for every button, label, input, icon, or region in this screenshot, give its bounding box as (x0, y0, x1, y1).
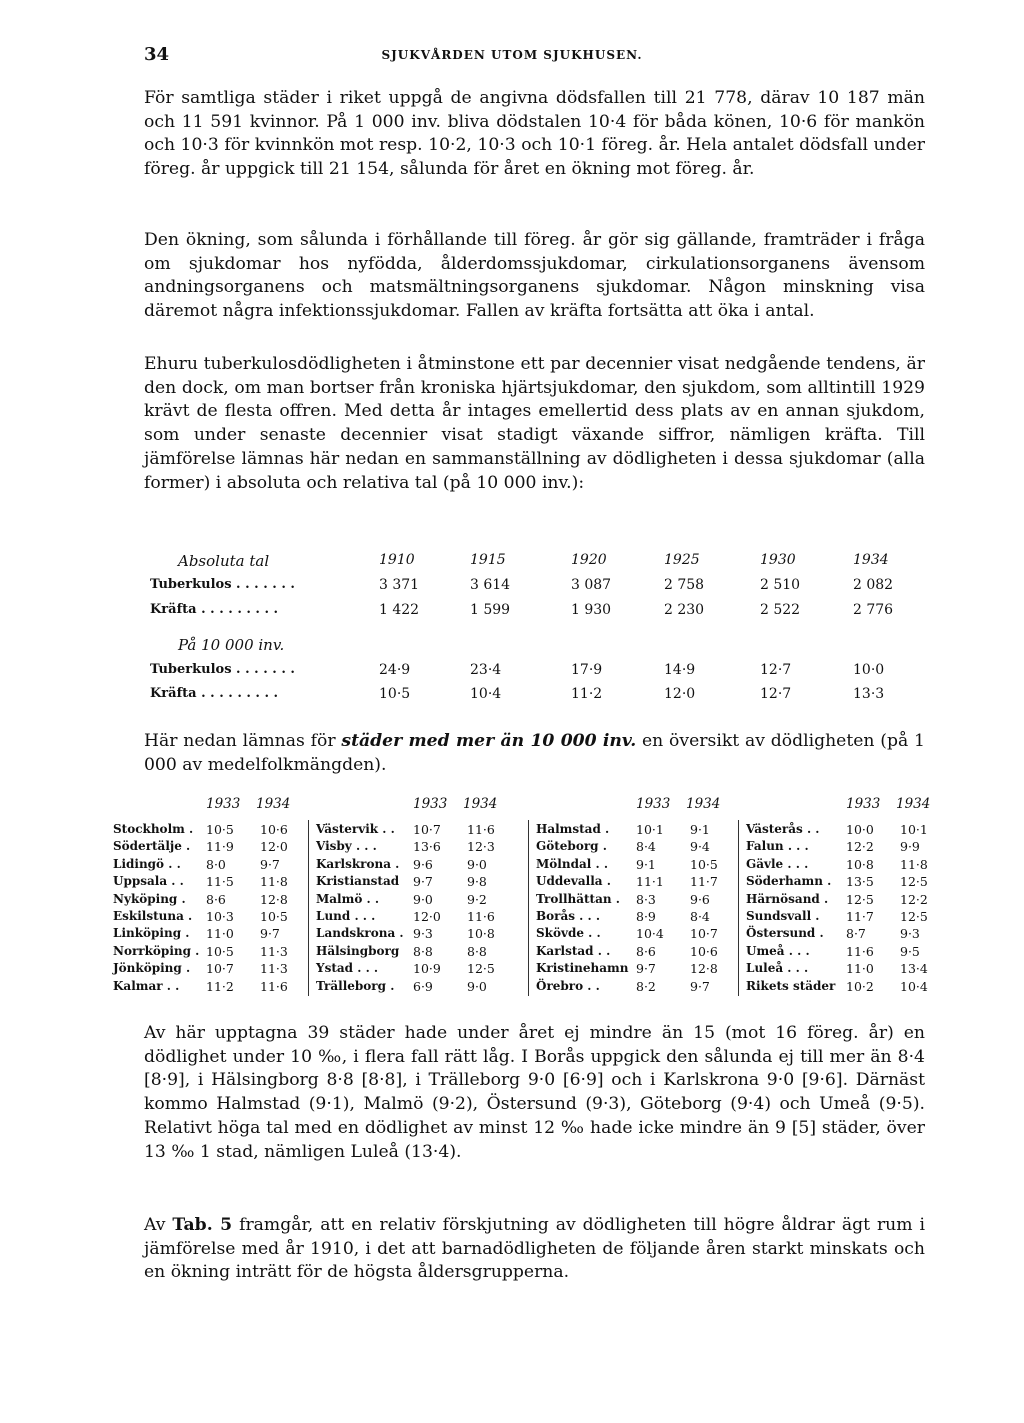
value-1934: 8·4 (690, 909, 710, 924)
value-1934: 12·2 (900, 891, 928, 907)
year-header: 1920 (571, 552, 607, 568)
city-name: Uppsala . . (113, 874, 184, 889)
table-cell: 2 082 (853, 577, 894, 593)
city-name: Skövde . . (536, 926, 601, 941)
value-1933: 8·0 (206, 856, 226, 872)
value-1934: 12·5 (467, 961, 495, 977)
value-1933: 9·6 (413, 856, 433, 872)
city-name: Falun . . . (746, 839, 809, 854)
value-1934: 9·0 (467, 856, 487, 872)
city-name: Stockholm . (113, 822, 194, 836)
table-cell: 2 758 (664, 577, 705, 593)
value-1933: 8·6 (636, 943, 656, 959)
value-1933: 13·6 (413, 839, 441, 855)
city-name: Halmstad . (536, 822, 610, 836)
value-1933: 10·8 (846, 856, 874, 872)
city-name: Hälsingborg (316, 943, 400, 958)
city-name: Karlskrona . (316, 856, 400, 871)
year-header: 1934 (686, 796, 721, 812)
paragraph-2: Den ökning, som sålunda i förhållande till föreg. år gör sig gällande, framträder i fråga om sjukdomar hos nyfödda, ålderdomssjukdomar, cirkulationsorganens ävensom andningsorganens och matsmältningsorganens sjukdomar. Någon minskning visa däremot några infektionssjukdomar. Fallen av kräfta fortsätta att öka i antal. (144, 230, 925, 322)
value-1933: 8·9 (636, 909, 656, 924)
table-cell: 10·0 (853, 662, 885, 678)
year-header: 1933 (846, 796, 881, 812)
table-row (150, 577, 910, 597)
city-name: Kristianstad (316, 874, 400, 889)
table-cell: 14·9 (664, 662, 696, 678)
table-cell: 1 422 (379, 602, 420, 618)
year-header: 1933 (413, 796, 448, 812)
value-1934: 9·4 (690, 839, 710, 855)
row-label: Tuberkulos . . . . . . . (150, 577, 295, 592)
value-1933: 11·2 (206, 978, 234, 994)
value-1934: 9·9 (900, 839, 920, 855)
value-1933: 10·4 (636, 926, 664, 942)
value-1934: 11·7 (690, 874, 718, 890)
value-1933: 8·3 (636, 891, 656, 907)
year-header: 1934 (463, 796, 498, 812)
value-1933: 10·5 (206, 822, 234, 837)
table-row (150, 662, 910, 682)
comparison-table (150, 552, 910, 702)
year-header: 1925 (664, 552, 700, 568)
value-1933: 6·9 (413, 978, 433, 994)
paragraph-6 (144, 1214, 925, 1285)
value-1933: 11·0 (846, 961, 874, 977)
city-name: Linköping . (113, 926, 190, 941)
value-1933: 11·6 (846, 943, 874, 959)
value-1933: 8·6 (206, 891, 226, 907)
value-1934: 12·0 (260, 839, 288, 855)
city-name: Rikets städer (746, 978, 836, 993)
p4-post: en översikt av dödligheten (på 1 000 av medelfolkmängden). (144, 731, 925, 775)
city-name: Eskilstuna . (113, 909, 193, 923)
value-1933: 11·5 (206, 874, 234, 890)
value-1933: 8·2 (636, 978, 656, 994)
value-1934: 12·5 (900, 909, 928, 924)
value-1934: 9·7 (260, 856, 280, 872)
value-1934: 9·5 (900, 943, 920, 959)
city-name: Norrköping . (113, 943, 200, 958)
value-1934: 11·6 (260, 978, 288, 994)
p6-table-ref: Tab. 5 (172, 1215, 233, 1235)
value-1934: 12·8 (260, 891, 288, 907)
value-1934: 8·8 (467, 943, 487, 959)
table-cell: 2 776 (853, 602, 894, 618)
table-cell: 2 522 (760, 602, 801, 618)
value-1933: 12·0 (413, 909, 441, 924)
year-header: 1930 (760, 552, 796, 568)
paragraph-5: Av här upptagna 39 städer hade under året ej mindre än 15 (mot 16 föreg. år) en dödlighet under 10 ‰, i flera fall rätt låg. I Borås uppgick den sålunda ej till mer än 8·4 [8·9], i Hälsingborg 8·8 [8·8], i Trälleborg 9·0 [6·9] och i Karlskrona 9·0 [9·6]. Därnäst kommo Halmstad (9·1), Malmö (9·2), Östersund (9·3), Göteborg (9·4) och Umeå (9·5). Relativt höga tal med en dödlighet av minst 12 ‰ hade icke mindre än 9 [5] städer, över 13 ‰ 1 stad, nämligen Luleå (13·4). (144, 1023, 925, 1162)
p4-pre: Här nedan lämnas för (144, 731, 342, 751)
city-name: Lidingö . . (113, 856, 181, 871)
paragraph-1: För samtliga städer i riket uppgå de angivna dödsfallen till 21 778, därav 10 187 män och 11 591 kvinnor. På 1 000 inv. bliva dödstalen 10·4 för båda könen, 10·6 för mankön och 10·3 för kvinnkön mot resp. 10·2, 10·3 och 10·1 föreg. år. Hela antalet dödsfall under föreg. år uppgick till 21 154, sålunda för året en ökning mot föreg. år. (144, 88, 925, 180)
value-1934: 10·4 (900, 978, 928, 994)
value-1934: 9·3 (900, 926, 920, 942)
heading-absolute: Absoluta tal (178, 552, 270, 570)
value-1934: 11·8 (260, 874, 288, 890)
city-name: Umeå . . . (746, 943, 810, 958)
value-1933: 10·1 (636, 822, 664, 837)
city-name: Härnösand . (746, 891, 829, 906)
value-1934: 11·8 (900, 856, 928, 872)
year-header: 1933 (206, 796, 241, 812)
table-row (150, 602, 910, 622)
paragraph-4 (144, 730, 925, 777)
value-1934: 10·7 (690, 926, 718, 942)
table-cell: 13·3 (853, 686, 885, 702)
value-1933: 11·0 (206, 926, 234, 942)
table-cell: 12·7 (760, 662, 792, 678)
table-cell: 23·4 (470, 662, 502, 678)
city-name: Borås . . . (536, 909, 601, 923)
value-1933: 10·3 (206, 909, 234, 924)
table-cell: 3 371 (379, 577, 420, 593)
city-name: Sundsvall . (746, 909, 820, 923)
value-1933: 10·9 (413, 961, 441, 977)
value-1933: 9·1 (636, 856, 656, 872)
value-1933: 12·2 (846, 839, 874, 855)
value-1933: 10·7 (206, 961, 234, 977)
value-1934: 10·5 (260, 909, 288, 924)
value-1933: 8·4 (636, 839, 656, 855)
city-name: Nyköping . (113, 891, 186, 906)
column-divider (308, 820, 309, 996)
table-cell: 10·4 (470, 686, 502, 702)
value-1934: 12·5 (900, 874, 928, 890)
city-name: Lund . . . (316, 909, 376, 923)
value-1934: 9·1 (690, 822, 710, 837)
value-1934: 10·8 (467, 926, 495, 942)
value-1933: 10·2 (846, 978, 874, 994)
table-subheader-row (150, 636, 910, 656)
city-name: Söderhamn . (746, 874, 832, 889)
table-row (150, 686, 910, 706)
value-1933: 9·7 (413, 874, 433, 890)
city-name: Trälleborg . (316, 978, 395, 993)
table-cell: 2 230 (664, 602, 705, 618)
city-name: Trollhättan . (536, 891, 620, 906)
city-name: Kristinehamn (536, 961, 629, 976)
value-1934: 10·5 (690, 856, 718, 872)
year-header: 1934 (256, 796, 291, 812)
value-1934: 9·2 (467, 891, 487, 907)
paragraph-3: Ehuru tuberkulosdödligheten i åtminstone ett par decennier visat nedgående tendens, är den dock, om man bortser från kroniska hjärtsjukdomar, den sjukdom, som alltintill 1929 krävt de flesta offren. Med detta år intages emellertid dess plats av en annan sjukdom, som under senaste decennier visat stadigt växande siffror, nämligen kräfta. Till jämförelse lämnas här nedan en sammanställning av dödligheten i dessa sjukdomar (alla former) i absoluta och relativa tal (på 10 000 inv.): (144, 354, 925, 493)
running-title: SJUKVÅRDEN UTOM SJUKHUSEN. (381, 48, 643, 62)
value-1934: 10·1 (900, 822, 928, 837)
table-cell: 24·9 (379, 662, 411, 678)
city-name: Kalmar . . (113, 978, 180, 993)
year-header: 1915 (470, 552, 506, 568)
value-1933: 11·1 (636, 874, 664, 890)
city-name: Ystad . . . (316, 961, 379, 976)
value-1933: 10·0 (846, 822, 874, 837)
city-name: Luleå . . . (746, 961, 809, 976)
value-1933: 9·7 (636, 961, 656, 977)
value-1934: 11·3 (260, 943, 288, 959)
table-cell: 12·7 (760, 686, 792, 702)
table-cell: 1 930 (571, 602, 612, 618)
city-name: Södertälje . (113, 839, 191, 854)
value-1933: 9·3 (413, 926, 433, 942)
city-name: Örebro . . (536, 978, 600, 993)
value-1934: 9·7 (260, 926, 280, 942)
table-cell: 17·9 (571, 662, 603, 678)
city-name: Östersund . (746, 926, 824, 941)
table-cell: 3 614 (470, 577, 511, 593)
value-1934: 12·3 (467, 839, 495, 855)
city-name: Västerås . . (746, 822, 820, 836)
column-divider (738, 820, 739, 996)
value-1934: 9·7 (690, 978, 710, 994)
value-1934: 11·6 (467, 822, 495, 837)
city-name: Landskrona . (316, 926, 404, 941)
value-1934: 13·4 (900, 961, 928, 977)
year-header: 1934 (853, 552, 889, 568)
value-1934: 9·0 (467, 978, 487, 994)
column-divider (528, 820, 529, 996)
city-name: Gävle . . . (746, 856, 809, 871)
value-1934: 11·6 (467, 909, 495, 924)
city-name: Visby . . . (316, 839, 377, 854)
value-1933: 10·5 (206, 943, 234, 959)
value-1934: 11·3 (260, 961, 288, 977)
city-name: Mölndal . . (536, 856, 609, 871)
value-1933: 8·7 (846, 926, 866, 942)
year-header: 1933 (636, 796, 671, 812)
table-header-row (150, 552, 910, 572)
value-1933: 8·8 (413, 943, 433, 959)
year-header: 1910 (379, 552, 415, 568)
value-1933: 10·7 (413, 822, 441, 837)
value-1933: 12·5 (846, 891, 874, 907)
row-label: Tuberkulos . . . . . . . (150, 662, 295, 677)
city-name: Jönköping . (113, 961, 191, 976)
value-1933: 11·9 (206, 839, 234, 855)
value-1933: 11·7 (846, 909, 874, 924)
value-1933: 13·5 (846, 874, 874, 890)
page-number: 34 (144, 44, 170, 65)
table-cell: 10·5 (379, 686, 411, 702)
year-header: 1934 (896, 796, 931, 812)
table-cell: 12·0 (664, 686, 696, 702)
city-name: Karlstad . . (536, 943, 611, 958)
value-1934: 10·6 (690, 943, 718, 959)
value-1934: 12·8 (690, 961, 718, 977)
city-name: Västervik . . (316, 822, 395, 836)
city-name: Uddevalla . (536, 874, 611, 889)
row-label: Kräfta . . . . . . . . . (150, 602, 279, 617)
value-1934: 9·8 (467, 874, 487, 890)
p6-pre: Av (144, 1215, 173, 1235)
city-name: Malmö . . (316, 891, 380, 906)
table-cell: 1 599 (470, 602, 511, 618)
row-label: Kräfta . . . . . . . . . (150, 686, 279, 701)
value-1933: 9·0 (413, 891, 433, 907)
city-name: Göteborg . (536, 839, 607, 854)
heading-relative: På 10 000 inv. (178, 636, 285, 654)
p6-post: framgår, att en relativ förskjutning av dödligheten till högre åldrar ägt rum i jämförelse med år 1910, i det att barnadödligheten de följande åren starkt minskats och en ökning inträtt för de högsta åldersgrupperna. (144, 1215, 925, 1283)
table-cell: 3 087 (571, 577, 612, 593)
table-cell: 2 510 (760, 577, 801, 593)
table-cell: 11·2 (571, 686, 603, 702)
p4-emphasis: städer med mer än 10 000 inv. (341, 731, 637, 751)
value-1934: 9·6 (690, 891, 710, 907)
value-1934: 10·6 (260, 822, 288, 837)
